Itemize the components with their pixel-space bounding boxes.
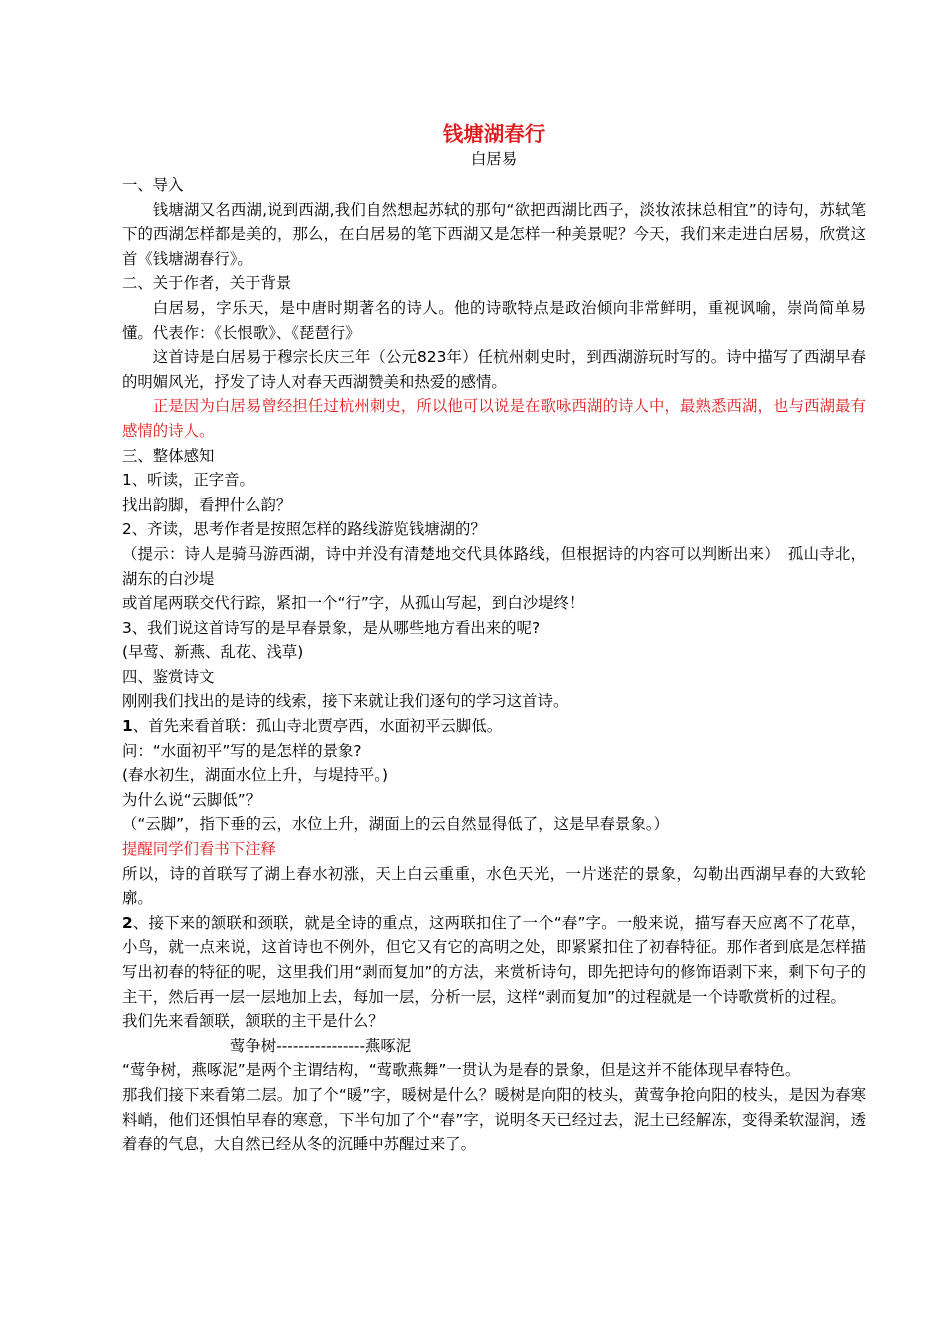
item-1 [122, 714, 866, 739]
answer-1: (春水初生，湖面水位上升，与堤持平。) [122, 766, 388, 785]
question-2-hint: （提示：诗人是骑马游西湖，诗中并没有清楚地交代具体路线，但根据诗的内容可以判断出来） 孤山寺北，湖东的白沙堤 [122, 544, 866, 588]
paragraph-transition: 刚刚我们找出的是诗的线索，接下来就让我们逐句的学习这首诗。 [122, 692, 569, 711]
item-1-text: 、首先来看首联：孤山寺北贾亭西，水面初平云脚低。 [132, 717, 503, 736]
question-3-answer: (早莺、新燕、乱花、浅草) [122, 643, 304, 662]
item-1-number: 1 [122, 717, 133, 736]
section-heading-appreciation: 四、鉴赏诗文 [122, 667, 215, 686]
ask-2: 为什么说“云脚低”？ [122, 790, 262, 809]
question-1b: 找出韵脚，看押什么韵？ [122, 495, 292, 514]
section-heading-author: 二、关于作者，关于背景 [122, 274, 292, 293]
question-3: 3、我们说这首诗写的是早春景象，是从哪些地方看出来的呢? [122, 618, 541, 637]
item-2 [122, 911, 866, 1009]
section-heading-overview: 三、整体感知 [122, 446, 215, 465]
answer-2: （“云脚”，指下垂的云，水位上升，湖面上的云自然显得低了，这是早春景象。） [122, 815, 669, 834]
red-reminder: 提醒同学们看书下注释 [122, 840, 276, 859]
question-1: 1、听读，正字音。 [122, 471, 255, 490]
paragraph-ask-main: 我们先来看颔联，颔联的主干是什么？ [122, 1012, 384, 1031]
question-2-answer: 或首尾两联交代行踪，紧扣一个“行”字，从孤山写起，到白沙堤终！ [122, 594, 585, 613]
page-title: 钱塘湖春行 [442, 122, 546, 146]
section-heading-intro: 一、导入 [122, 176, 184, 194]
item-2-text: 、接下来的颔联和颈联，就是全诗的重点，这两联扣住了一个“春”字。一般来说，描写春天应离不了花草，小鸟，就一点来说，这首诗也不例外，但它又有它的高明之处，即紧紧扣住了初春特征。那作者到底是怎样描写出初春的特征的呢，这里我们用“剥而复加”的方法，来赏析诗句，即先把诗句的修饰语剥下来，剩下句子的主干，然后再一层一层地加上去，每加一层，分析一层，这样“剥而复加”的过程就是一个诗歌赏析的过程。 [122, 913, 866, 1006]
paragraph-author: 白居易，字乐天，是中唐时期著名的诗人。他的诗歌特点是政治倾向非常鲜明，重视讽喻，崇尚简单易懂。代表作：《长恨歌》、《琵琶行》 [122, 298, 866, 342]
structure-line: 莺争树----------------燕啄泥 [230, 1036, 412, 1055]
ask-1: 问：“水面初平”写的是怎样的景象? [122, 741, 362, 760]
question-2: 2、齐读，思考作者是按照怎样的路线游览钱塘湖的？ [122, 520, 486, 539]
paragraph-red-note: 正是因为白居易曾经担任过杭州刺史，所以他可以说是在歌咏西湖的诗人中，最熟悉西湖，也与西湖最有感情的诗人。 [122, 397, 866, 440]
paragraph-layer-2: 那我们接下来看第二层。加了个“暖”字，暖树是什么？暖树是向阳的枝头，黄莺争抢向阳的枝头，是因为春寒料峭，他们还惧怕早春的寒意，下半句加了个“春”字，说明冬天已经过去，泥土已经解冻，变得柔软湿润，透着春的气息，大自然已经从冬的沉睡中苏醒过来了。 [122, 1085, 866, 1154]
item-2-number: 2 [122, 913, 133, 932]
author-name: 白居易 [470, 150, 518, 168]
paragraph-summary-1: 所以，诗的首联写了湖上春水初涨，天上白云重重，水色天光，一片迷茫的景象，勾勒出西湖早春的大致轮廓。 [122, 864, 866, 908]
paragraph-intro: 钱塘湖又名西湖,说到西湖,我们自然想起苏轼的那句“欲把西湖比西子，淡妆浓抹总相宜”的诗句，苏轼笔下的西湖怎样都是美的，那么，在白居易的笔下西湖又是怎样一种美景呢？今天，我们来走进白居易，欣赏这首《钱塘湖春行》。 [122, 200, 866, 268]
paragraph-background: 这首诗是白居易于穆宗长庆三年（公元823年）任杭州刺史时，到西湖游玩时写的。诗中描写了西湖早春的明媚风光，抒发了诗人对春天西湖赞美和热爱的感情。 [122, 348, 866, 391]
paragraph-analysis: “莺争树，燕啄泥”是两个主谓结构，“莺歌燕舞”一贯认为是春的景象，但是这并不能体现早春特色。 [122, 1061, 801, 1080]
document-page [122, 120, 866, 1157]
